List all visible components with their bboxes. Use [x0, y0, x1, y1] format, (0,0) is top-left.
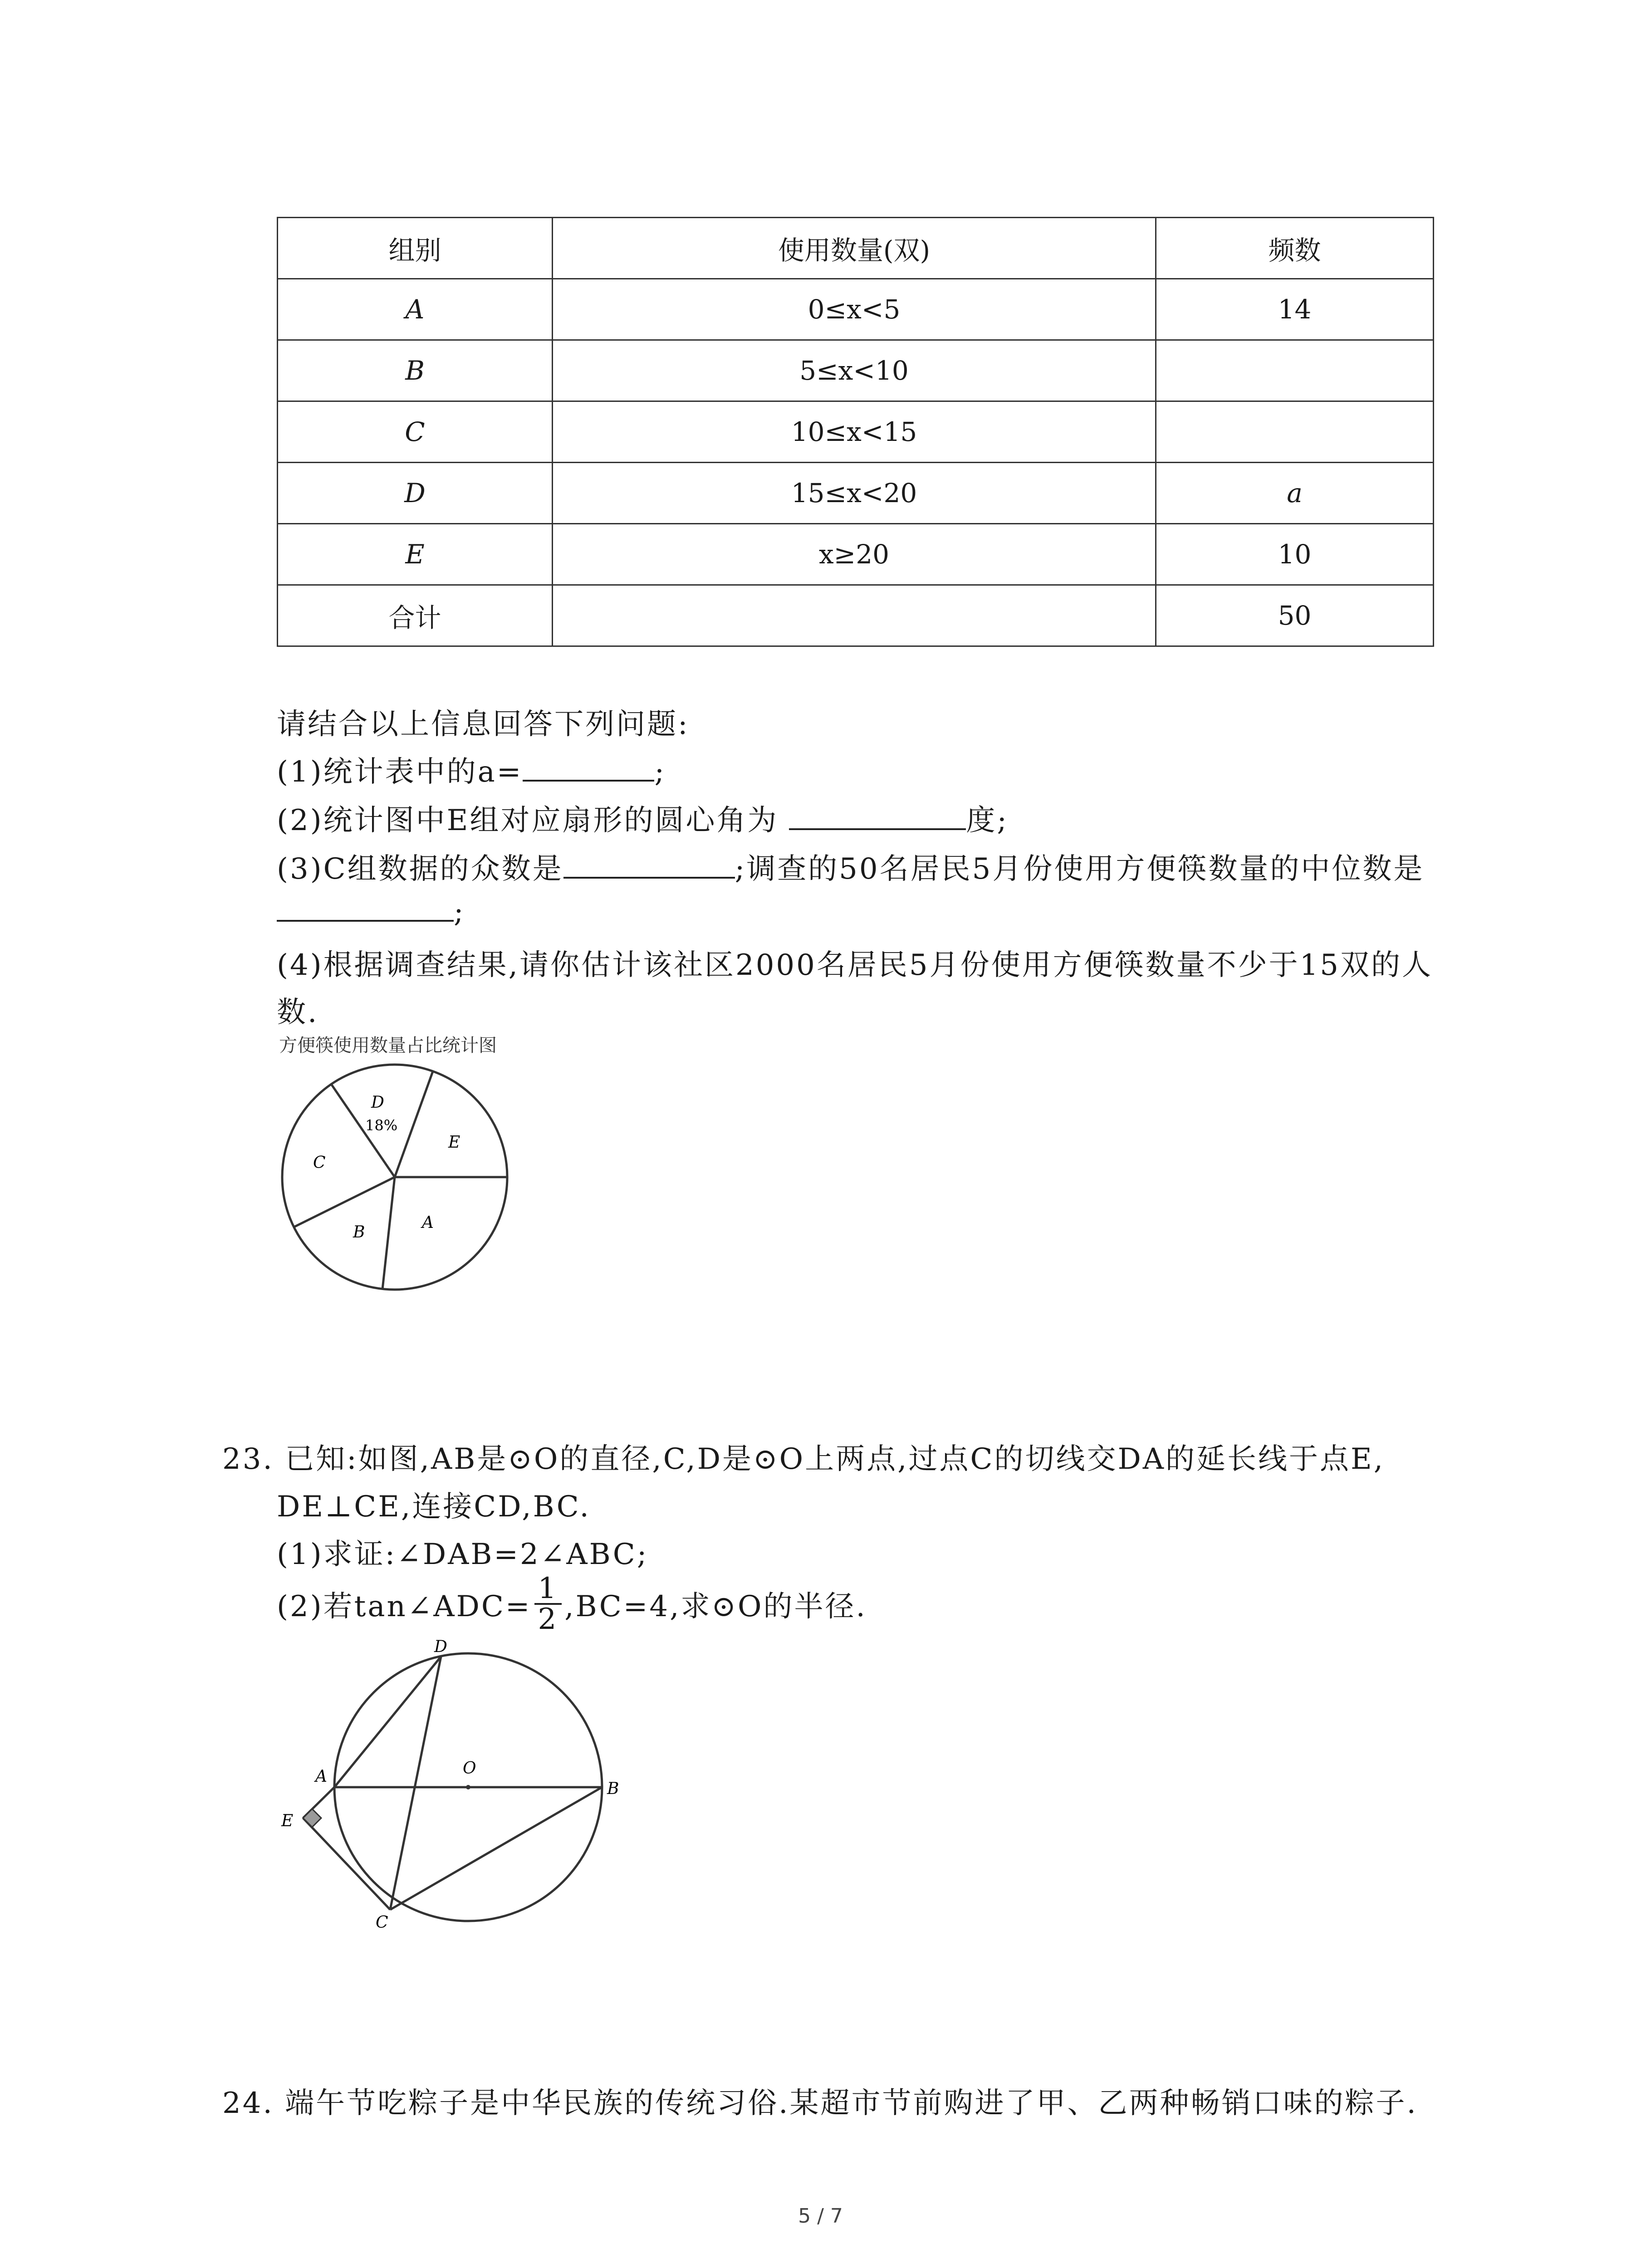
table-row	[278, 401, 1434, 463]
q22-part1	[277, 748, 666, 790]
cell-range: 0≤x<5	[553, 279, 1156, 340]
cell-group: 合计	[278, 585, 553, 646]
label-o: O	[463, 1759, 476, 1778]
label-b: B	[607, 1779, 619, 1798]
cell-group: D	[278, 463, 553, 524]
pie-label-b: B	[353, 1223, 365, 1242]
cell-group: A	[278, 279, 553, 340]
q22-part1-suffix: ;	[654, 755, 666, 789]
cell-group: B	[278, 340, 553, 401]
fraction-numerator: 1	[534, 1574, 562, 1605]
q22-part3	[277, 846, 1424, 887]
header-quantity: 使用数量(双)	[553, 218, 1156, 279]
table-total-row	[278, 585, 1434, 646]
cell-range: 10≤x<15	[553, 401, 1156, 463]
q23-line1: 23. 已知:如图,AB是⊙O的直径,C,D是⊙O上两点,过点C的切线交DA的延长线于点E,	[222, 1442, 1385, 1476]
pie-label-a: A	[422, 1213, 434, 1232]
cell-freq: a	[1156, 463, 1434, 524]
q22-part2	[277, 797, 1009, 839]
q22-part4: (4)根据调查结果,请你估计该社区2000名居民5月份使用方便筷数量不少于15双的人	[277, 948, 1433, 982]
cell-freq: 14	[1156, 279, 1434, 340]
header-group: 组别	[278, 218, 553, 279]
cell-group: C	[278, 401, 553, 463]
header-frequency: 频数	[1156, 218, 1434, 279]
q22-part3-text: (3)C组数据的众数是	[277, 852, 563, 886]
q23-part2-suffix: ,BC=4,求⊙O的半径.	[564, 1590, 867, 1623]
answer-blank[interactable]	[563, 850, 735, 879]
q24-line1: 24. 端午节吃粽子是中华民族的传统习俗.某超市节前购进了甲、乙两种畅销口味的粽子.	[222, 2087, 1418, 2120]
cell-range: 5≤x<10	[553, 340, 1156, 401]
center-point	[466, 1785, 470, 1789]
q22-part3-mid: ;调查的50名居民5月份使用方便筷数量的中位数是	[735, 852, 1425, 886]
segment-dc	[390, 1657, 441, 1910]
q23-line2: DE⊥CE,连接CD,BC.	[277, 1490, 591, 1524]
cell-freq: 10	[1156, 524, 1434, 585]
pie-label-d-percent: 18%	[365, 1117, 398, 1134]
q23-part1: (1)求证:∠DAB=2∠ABC;	[277, 1538, 649, 1571]
pie-divider-bc	[294, 1177, 395, 1227]
cell-freq	[1156, 340, 1434, 401]
q22-part3-suffix: ;	[454, 895, 465, 929]
page-number: 5 / 7	[798, 2204, 843, 2228]
pie-divider-ab	[382, 1177, 395, 1289]
cell-freq	[1156, 401, 1434, 463]
q22-part3-cont	[277, 893, 465, 929]
q22-intro: 请结合以上信息回答下列问题:	[277, 708, 690, 741]
pie-title: 方便筷使用数量占比统计图	[279, 1035, 497, 1056]
cell-group: E	[278, 524, 553, 585]
cell-range: 15≤x<20	[553, 463, 1156, 524]
cell-range	[553, 585, 1156, 646]
q23-part2-text: (2)若tan∠ADC=	[277, 1590, 532, 1623]
circle-diagram	[272, 1619, 635, 1937]
q22-part4-cont: 数.	[277, 996, 319, 1029]
pie-chart	[272, 1057, 526, 1311]
table-row	[278, 340, 1434, 401]
answer-blank[interactable]	[789, 801, 966, 830]
q22-part1-text: (1)统计表中的a=	[277, 755, 523, 789]
table-header-row	[278, 218, 1434, 279]
table-row	[278, 279, 1434, 340]
label-d: D	[434, 1637, 447, 1656]
label-c: C	[376, 1913, 388, 1932]
segment-bc	[390, 1787, 602, 1910]
pie-label-e: E	[448, 1133, 460, 1152]
tangent-ec	[303, 1818, 390, 1910]
frequency-table	[277, 217, 1434, 647]
answer-blank[interactable]	[277, 893, 454, 922]
label-e: E	[281, 1812, 294, 1830]
right-angle-mark	[303, 1809, 321, 1827]
cell-freq: 50	[1156, 585, 1434, 646]
q22-part2-suffix: 度;	[966, 804, 1009, 837]
fraction-denominator: 2	[538, 1603, 558, 1636]
table-row	[278, 463, 1434, 524]
pie-label-d: D	[371, 1093, 384, 1112]
table-row	[278, 524, 1434, 585]
cell-range: x≥20	[553, 524, 1156, 585]
pie-divider-de	[395, 1071, 433, 1177]
label-a: A	[315, 1767, 327, 1786]
pie-label-c: C	[313, 1154, 326, 1172]
answer-blank[interactable]	[523, 753, 654, 782]
q22-part2-text: (2)统计图中E组对应扇形的圆心角为	[277, 804, 779, 837]
